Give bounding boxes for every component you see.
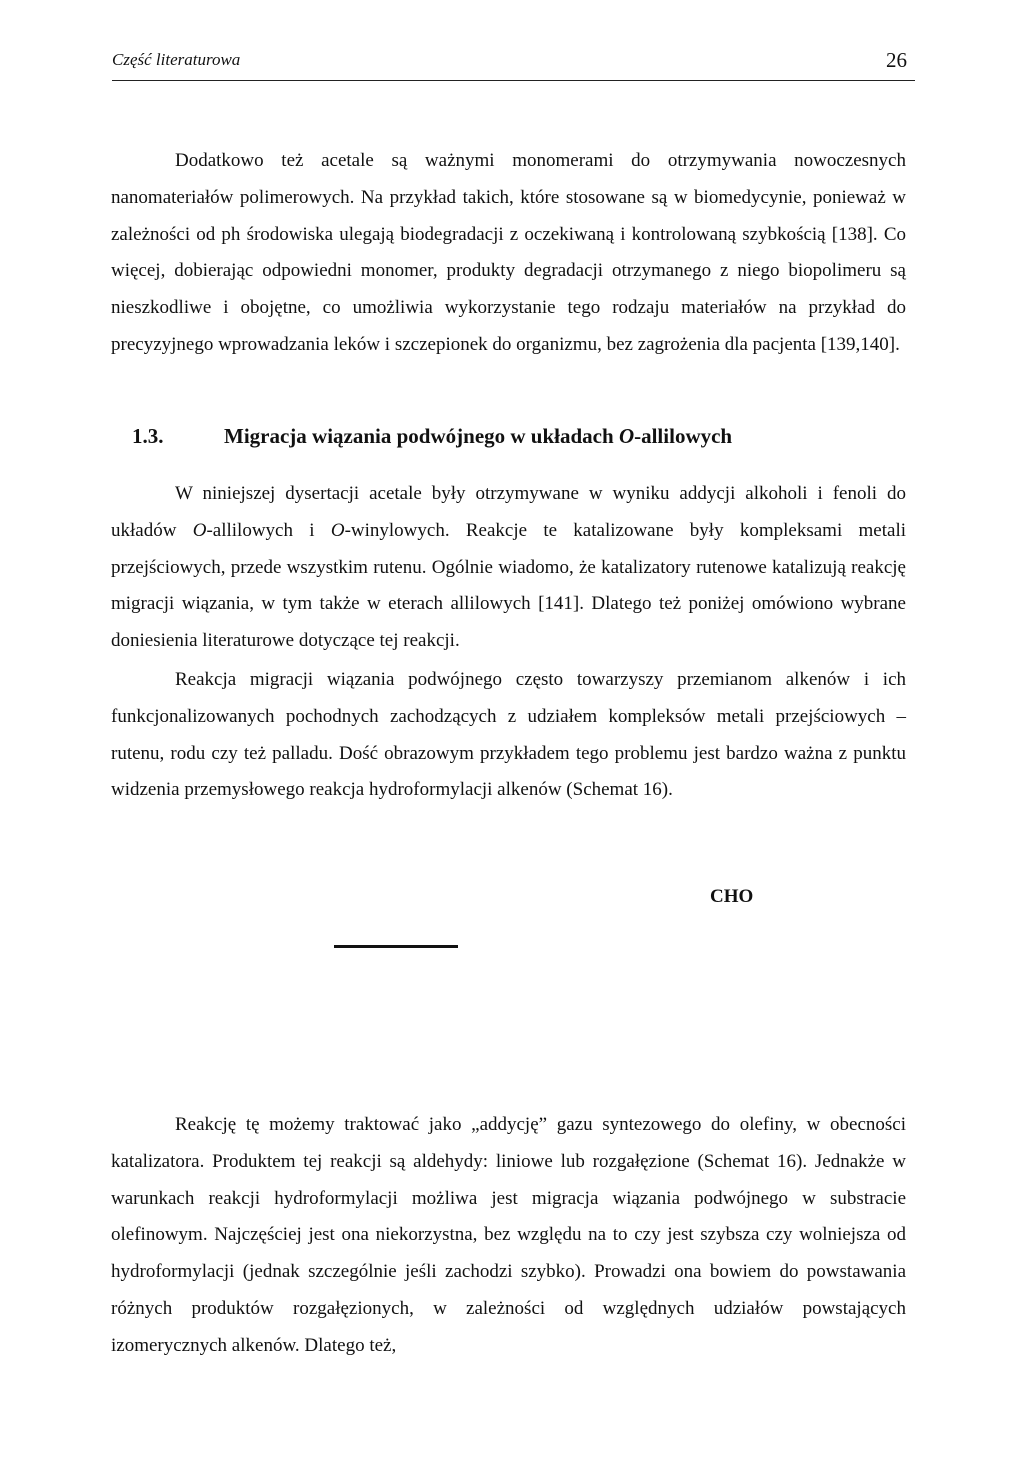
- section-title-part: Migracja wiązania podwójnego w układach: [224, 424, 619, 448]
- page-header: [112, 46, 915, 81]
- paragraph-migration-reaction: Reakcja migracji wiązania podwójnego często towarzyszy przemianom alkenów i ich funkcjonalizowanych pochodnych zachodzących z udziałem kompleksów metali przejściowych – rutenu, rodu czy też palladu. Dość obrazowym przykładem tego problemu jest bardzo ważna z punktu widzenia przemysłowego reakcja hydroformylacji alkenów (Schemat 16).: [111, 669, 906, 801]
- header-title: Część literaturowa: [112, 50, 241, 69]
- reaction-arrow: [334, 945, 458, 948]
- section-number: 1.3.: [132, 424, 164, 448]
- italic-o: O: [192, 519, 207, 541]
- paragraph-hydroformylation: Reakcję tę możemy traktować jako „addycję” gazu syntezowego do olefiny, w obecności katalizatora. Produktem tej reakcji są aldehydy: liniowe lub rozgałęzione (Schemat 16). Jednakże w warunkach reakcji hydroformylacji możliwa jest migracja wiązania podwójnego w substracie olefinowym. Najczęściej jest ona niekorzystna, bez względu na to czy jest szybsza czy wolniejsza od hydroformylacji (jednak szczególnie jeśli zachodzi szybko). Prowadzi ona bowiem do powstawania różnych produktów rozgałęzionych, w zależności od względnych udziałów powstających izomerycznych alkenów. Dlatego też,: [111, 1114, 906, 1356]
- cho-product-label: CHO: [710, 886, 754, 907]
- section-heading: [111, 424, 906, 449]
- paragraph-text: -allilowych i: [206, 519, 331, 541]
- paragraph-dissertation-acetals: [111, 476, 906, 660]
- paragraph-text: -winylowych. Reakcje te katalizowane były kompleksami metali przejściowych, przede wszystkim rutenu. Ogólnie wiadomo, że katalizatory rutenowe katalizują reakcję migracji wiązania, w tym także w eterach allilowych [141]. Dlatego też poniżej omówiono wybrane doniesienia literaturowe dotyczące tej reakcji.: [111, 519, 907, 652]
- italic-o: O: [330, 519, 345, 541]
- reaction-scheme-16: [300, 870, 780, 1010]
- section-title-italic-o: O: [618, 424, 635, 448]
- section-title-suffix: -allilowych: [634, 424, 733, 448]
- paragraph-acetal-nanomaterials: Dodatkowo też acetale są ważnymi monomerami do otrzymywania nowoczesnych nanomateriałów polimerowych. Na przykład takich, które stosowane są w biomedycynie, ponieważ w zależności od ph środowiska ulegają biodegradacji z oczekiwaną i kontrolowaną szybkością [138]. Co więcej, dobierając odpowiedni monomer, produkty degradacji otrzymanego z niego biopolimeru są nieszkodliwe i obojętne, co umożliwia wykorzystanie tego rodzaju materiałów na przykład do precyzyjnego wprowadzania leków i szczepionek do organizmu, bez zagrożenia dla pacjenta [139,140].: [111, 150, 906, 355]
- page-number: 26: [886, 48, 907, 72]
- paragraph-text: W niniejszej dysertacji acetale były otrzymywane w wyniku addycji alkoholi i fenoli do układów: [111, 483, 906, 541]
